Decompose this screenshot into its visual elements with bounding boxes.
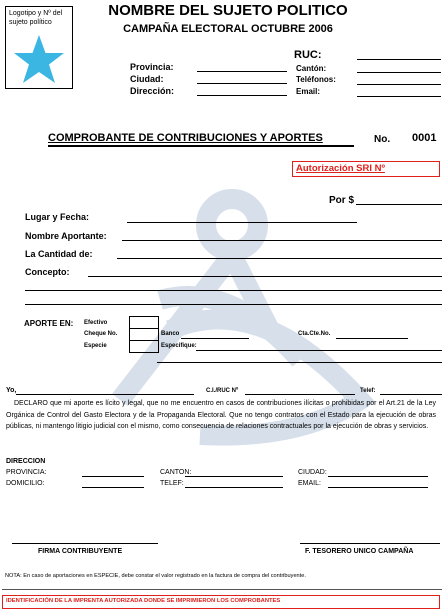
efectivo-label: Efectivo: [84, 320, 108, 326]
especifique-line-2: [157, 362, 442, 363]
yo-line: [16, 394, 194, 395]
dir-email-label: EMAIL:: [298, 480, 321, 487]
nota-rule: [2, 589, 442, 590]
receipt-no-value: 0001: [412, 132, 437, 144]
logo-label: Logotipo y Nº del sujeto político: [9, 10, 63, 26]
dir-email-line: [328, 487, 428, 488]
autorizacion-box: [292, 161, 440, 177]
dir-domicilio-line: [82, 487, 144, 488]
cantidad-label: La Cantidad de:: [25, 249, 93, 259]
ruc-label: RUC:: [294, 49, 322, 61]
dir-provincia-label: PROVINCIA:: [6, 469, 47, 476]
por-label: Por $: [329, 195, 355, 206]
cantidad-line: [117, 258, 442, 259]
provincia-label: Provincia:: [130, 62, 174, 72]
imprenta-text: IDENTIFICACIÓN DE LA IMPRENTA AUTORIZADA DONDE SE IMPRIMIERON LOS COMPROBANTES: [6, 598, 281, 604]
dir-telef-label: TELEF:: [160, 480, 184, 487]
direccion-line: [197, 95, 287, 96]
receipt-title: COMPROBANTE DE CONTRIBUCIONES Y APORTES: [48, 132, 323, 144]
dir-canton-line: [185, 476, 283, 477]
lugar-label: Lugar y Fecha:: [25, 212, 90, 222]
yo-label: Yo,: [6, 387, 17, 394]
concepto-line: [88, 276, 442, 277]
especie-box: [129, 340, 159, 353]
banco-line: [181, 338, 249, 339]
por-line: [356, 204, 442, 205]
signature-line-contribuyente: [12, 543, 158, 544]
dir-telef-line: [185, 487, 283, 488]
dir-ciudad-line: [328, 476, 428, 477]
ci-line: [245, 394, 355, 395]
banco-label: Banco: [161, 331, 180, 337]
declaration-text: DECLARO que mi aporte es lícito y legal, que no me encuentro en casos de contribuciones ilícitas o prohibidas por el Art.21 de la Ley Orgánica de Control del Gasto Electora y de la Propaganda Electoral. Que no tengo contratos con el Estado para la ejecución de obras públicas, ni mantengo litigio judicial con el mismo, como consecuencia de relaciones contractuales por la ejecución de obras y servicios.: [6, 400, 436, 430]
lugar-line: [127, 222, 357, 223]
ci-label: C.I./RUC Nº: [206, 388, 239, 394]
imprenta-box: [2, 595, 440, 609]
signature-line-tesorero: [300, 543, 440, 544]
cheque-label: Cheque No.: [84, 331, 118, 337]
dir-ciudad-label: CIUDAD:: [298, 469, 327, 476]
especie-label: Especie: [84, 343, 107, 349]
autorizacion-label: Autorización SRI Nº: [296, 163, 385, 174]
ruc-line: [357, 59, 441, 60]
especifique-label: Especifique:: [161, 343, 197, 349]
especifique-line: [196, 350, 442, 351]
cta-label: Cta.Cte.No.: [298, 331, 331, 337]
telef-label: Telef:: [360, 388, 376, 394]
cta-line: [336, 338, 408, 339]
concepto-line-3: [25, 304, 442, 305]
concepto-label: Concepto:: [25, 267, 70, 277]
telefonos-line: [357, 84, 441, 85]
dir-domicilio-label: DOMICILIO:: [6, 480, 45, 487]
email-line: [357, 96, 441, 97]
page-subtitle: CAMPAÑA ELECTORAL OCTUBRE 2006: [123, 23, 333, 35]
ciudad-label: Ciudad:: [130, 74, 164, 84]
direccion-label: Dirección:: [130, 86, 175, 96]
ciudad-line: [197, 83, 287, 84]
page-title: NOMBRE DEL SUJETO POLITICO: [108, 2, 348, 19]
canton-line: [357, 72, 441, 73]
aporte-label: APORTE EN:: [24, 319, 74, 328]
email-label: Email:: [296, 87, 321, 96]
provincia-line: [197, 71, 287, 72]
direccion-title: DIRECCION: [6, 458, 46, 465]
signature-tesorero: F. TESORERO UNICO CAMPAÑA: [305, 548, 414, 555]
nota-text: NOTA: En caso de aportaciones en ESPECIE, debe constar el valor registrado en la factura de compra del contribuyente.: [5, 573, 306, 579]
nombre-line: [122, 240, 442, 241]
dir-provincia-line: [82, 476, 144, 477]
telefonos-label: Teléfonos:: [296, 75, 336, 84]
telef-line: [380, 394, 442, 395]
signature-contribuyente: FIRMA CONTRIBUYENTE: [38, 548, 123, 555]
concepto-line-2: [25, 290, 442, 291]
dir-canton-label: CANTON:: [160, 469, 192, 476]
receipt-no-label: No.: [374, 134, 391, 145]
receipt-title-rule: [48, 145, 354, 147]
canton-label: Cantón:: [296, 64, 327, 73]
nombre-label: Nombre Aportante:: [25, 231, 107, 241]
logo-box: [5, 6, 73, 89]
star-icon: [11, 33, 67, 87]
